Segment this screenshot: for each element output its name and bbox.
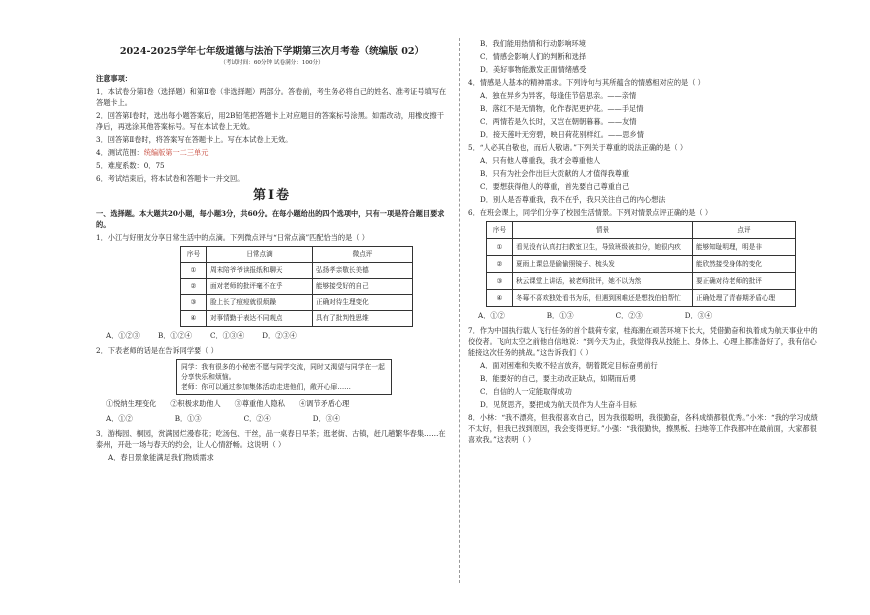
notice-heading: 注意事项： [96, 74, 132, 83]
q6-header: 点评 [693, 222, 796, 239]
q1-cell: ① [181, 263, 207, 279]
q6-header: 情景 [513, 222, 693, 239]
q6-cell: 夏雨上课总是偷偷照镜子、梳头发 [513, 256, 693, 273]
notice-6: 6．考试结束后，将本试卷和答题卡一并交回。 [96, 174, 245, 183]
q1-cell: 具有了批判性思维 [313, 311, 413, 327]
q6-cell: 看见没有认真打扫教室卫生，导致班级被扣分，她很内疚 [513, 239, 693, 256]
q6-cell: 要正确对待老师的批评 [693, 273, 796, 290]
q2-item: ④调节矛盾心理 [298, 399, 350, 408]
q6-cell: ③ [487, 273, 513, 290]
table-row [487, 239, 796, 256]
q1-stem: 1．小江与好朋友分享日常生活中的点滴。下列微点评与“日常点滴”匹配恰当的是（ ） [96, 233, 369, 242]
q6-option-c[interactable]: C．②③ [615, 311, 643, 320]
q1-cell: 面对老师的批评毫不在乎 [207, 279, 313, 295]
q2-item: ②积极求助他人 [170, 399, 221, 408]
q6-cell: 能欣然接受身体的变化 [693, 256, 796, 273]
q6-stem: 6．在班会课上，同学们分享了校园生活情景。下列对情景点评正确的是（ ） [468, 208, 713, 217]
q5-stem: 5．“人必其自敬也，而后人敬诸。”下列关于尊重的说法正确的是（ ） [468, 143, 688, 152]
q5-option-d[interactable]: D．别人是否尊重我，我不在乎，我只关注自己的内心想法 [480, 195, 666, 204]
q3-option-b[interactable]: B．我们能用热情和行动影响环境 [480, 39, 586, 48]
table-row [181, 295, 413, 311]
q1-header: 微点评 [313, 247, 413, 263]
table-row [181, 263, 413, 279]
section-intro: 一、选择题。本大题共20小题，每小题3分，共60分。在每小题给出的四个选项中，只有一项是符合题目要求的。 [96, 209, 445, 229]
q1-header: 日常点滴 [207, 247, 313, 263]
right-column [468, 38, 820, 447]
q1-table [180, 246, 413, 327]
q1-option-c[interactable]: C．①③④ [210, 331, 245, 340]
q1-cell: 对事情勤于表达不同观点 [207, 311, 313, 327]
q1-option-b[interactable]: B．①②④ [157, 331, 192, 340]
q4-option-b[interactable]: B．落红不是无情物，化作春泥更护花。——手足情 [480, 104, 644, 113]
q2-item: ①悦纳生理变化 [106, 399, 157, 408]
q1-options [96, 330, 448, 341]
table-row [487, 256, 796, 273]
q8-stem: 8．小林：“我不漂亮，但我很喜欢自己，因为我很聪明，我很勤奋，各科成绩都很优秀。”小米：“我的学习成绩不太好，但我已找到原因，我会变得更好。”小强：“我很勤快，擦黑板、扫地等工作我都冲在最前面，大家都很喜欢我。”这表明（ ） [468, 413, 818, 444]
q6-cell: 正确处理了青春期矛盾心理 [693, 290, 796, 307]
q2-option-a[interactable]: A．①② [106, 414, 133, 423]
table-row [487, 290, 796, 307]
q1-cell: ④ [181, 311, 207, 327]
q6-cell: 能够知耻明理，明是非 [693, 239, 796, 256]
notice-4 [96, 147, 448, 158]
q6-cell: ② [487, 256, 513, 273]
q2-stem: 2．下表老师的话是在告诉同学要（ ） [96, 346, 218, 355]
q1-cell: 周末陪爷爷读报纸和聊天 [207, 263, 313, 279]
q5-option-b[interactable]: B．只有为社会作出巨大贡献的人才值得我尊重 [480, 169, 630, 178]
q2-options [96, 413, 448, 424]
q1-cell: ③ [181, 295, 207, 311]
q2-item: ③尊重他人隐私 [234, 399, 285, 408]
notice-4-prefix: 4．测试范围： [96, 148, 144, 157]
q4-option-c[interactable]: C．两情若是久长时，又岂在朝朝暮暮。——友情 [480, 117, 637, 126]
q6-options [468, 310, 820, 321]
q6-cell: 冬莓不喜欢独处看书为乐，但遇到困难还是想找伯伯帮忙 [513, 290, 693, 307]
q4-stem: 4．情感是人基本的精神需求。下列诗句与其所蕴含的情感相对应的是（ ） [468, 78, 705, 87]
q7-option-d[interactable]: D．见贤思齐，要把成为航天员作为人生奋斗目标 [480, 400, 637, 409]
table-row [181, 311, 413, 327]
q6-table [486, 221, 796, 307]
exam-title: 2024-2025学年七年级道德与法治下学期第三次月考卷（统编版 02） [119, 46, 425, 57]
table-row [181, 279, 413, 295]
q4-option-a[interactable]: A．独在异乡为异客，每逢佳节倍思亲。——亲情 [480, 91, 637, 100]
q7-option-c[interactable]: C．自信的人一定能取得成功 [480, 387, 572, 396]
q5-option-c[interactable]: C．要想获得他人的尊重，首先要自己尊重自己 [480, 182, 630, 191]
table-row [487, 273, 796, 290]
q5-option-a[interactable]: A．只有他人尊重我，我才会尊重他人 [480, 156, 601, 165]
q6-cell: ④ [487, 290, 513, 307]
q1-cell: 正确对待生理变化 [313, 295, 413, 311]
q1-cell: 弘扬孝亲敬长美德 [313, 263, 413, 279]
q3-option-c[interactable]: C．情感会影响人们的判断和选择 [480, 52, 587, 61]
q2-dialog-box [176, 359, 392, 395]
q1-option-a[interactable]: A．①②③ [106, 331, 140, 340]
notice-2: 2．回答第Ⅰ卷时，选出每小题答案后，用2B铅笔把答题卡上对应题目的答案标号涂黑。如需改动，用橡皮擦干净后，再选涂其他答案标号。写在本试卷上无效。 [96, 111, 444, 131]
test-scope: 统编版第一二三单元 [143, 148, 209, 157]
q3-stem: 3．游梅园、桐园，赏满园烂漫春花；吃汤包、干丝，品一桌春日早茶；逛老街、古镇，赶几趟繁华春集……在泰州，开赴一场与春天的约会，让人心情舒畅。这说明（ ） [96, 429, 446, 449]
q6-cell: ① [487, 239, 513, 256]
q1-header: 序号 [181, 247, 207, 263]
q7-option-a[interactable]: A．面对困难和失败不轻言放弃，朝着既定目标奋勇前行 [480, 361, 658, 370]
exam-meta: （考试时间：60分钟 试卷满分：100分） [220, 60, 324, 66]
q2-dialog-line: 同学：我有很多的小秘密不愿与同学交流，同时又渴望与同学在一起分享快乐和烦恼。 [181, 363, 385, 381]
q7-stem: 7．作为中国执行载人飞行任务的首个载荷专家，桂海潮在顽苦环境下长大，凭借勤奋和执着成为航天事业中的佼佼者。飞向太空之前他自信地说：“到今天为止，我觉得我从技能上、身体上、心理上都准备好了，我有信心能接这次任务的挑战。”这告诉我们（ ） [468, 326, 818, 357]
q7-option-b[interactable]: B．能要好的自己，要主动改正缺点，如期而后勇 [480, 374, 637, 383]
q3-option-a[interactable]: A．春日景象能满足我们物质需求 [108, 453, 214, 462]
notice-1: 1．本试卷分第Ⅰ卷（选择题）和第Ⅱ卷（非选择题）两部分。答卷前，考生务必将自己的姓名、准考证号填写在答题卡上。 [96, 87, 447, 107]
q2-option-b[interactable]: B．①③ [174, 414, 202, 423]
q6-header: 序号 [487, 222, 513, 239]
q1-cell: 脸上长了痘痘就很烦躁 [207, 295, 313, 311]
q2-option-c[interactable]: C．②④ [243, 414, 271, 423]
q4-option-d[interactable]: D．接天莲叶无穷碧，映日荷花别样红。——思乡情 [480, 130, 644, 139]
q3-option-d[interactable]: D．美好事物能激发正面情绪感受 [480, 65, 587, 74]
q2-option-d[interactable]: D．③④ [312, 414, 341, 423]
notice-3: 3．回答第Ⅱ卷时，将答案写在答题卡上。写在本试卷上无效。 [96, 135, 293, 144]
q1-cell: ② [181, 279, 207, 295]
q6-option-a[interactable]: A．①② [478, 311, 505, 320]
left-column [96, 38, 448, 465]
section-title: 第Ⅰ卷 [252, 188, 292, 203]
q6-option-b[interactable]: B．①③ [546, 311, 574, 320]
q1-cell: 能够接受好的自己 [313, 279, 413, 295]
q2-dialog-line: 老师：你可以通过参加集体活动走进他们，敞开心扉…… [181, 383, 351, 391]
q2-items [96, 398, 448, 409]
q6-cell: 秋云课堂上讲话，被老师批评，她不以为然 [513, 273, 693, 290]
notice-5: 5．难度系数：0．75 [96, 161, 165, 170]
column-divider [459, 38, 460, 583]
q6-option-d[interactable]: D．③④ [684, 311, 713, 320]
q1-option-d[interactable]: D．②③④ [262, 331, 297, 340]
